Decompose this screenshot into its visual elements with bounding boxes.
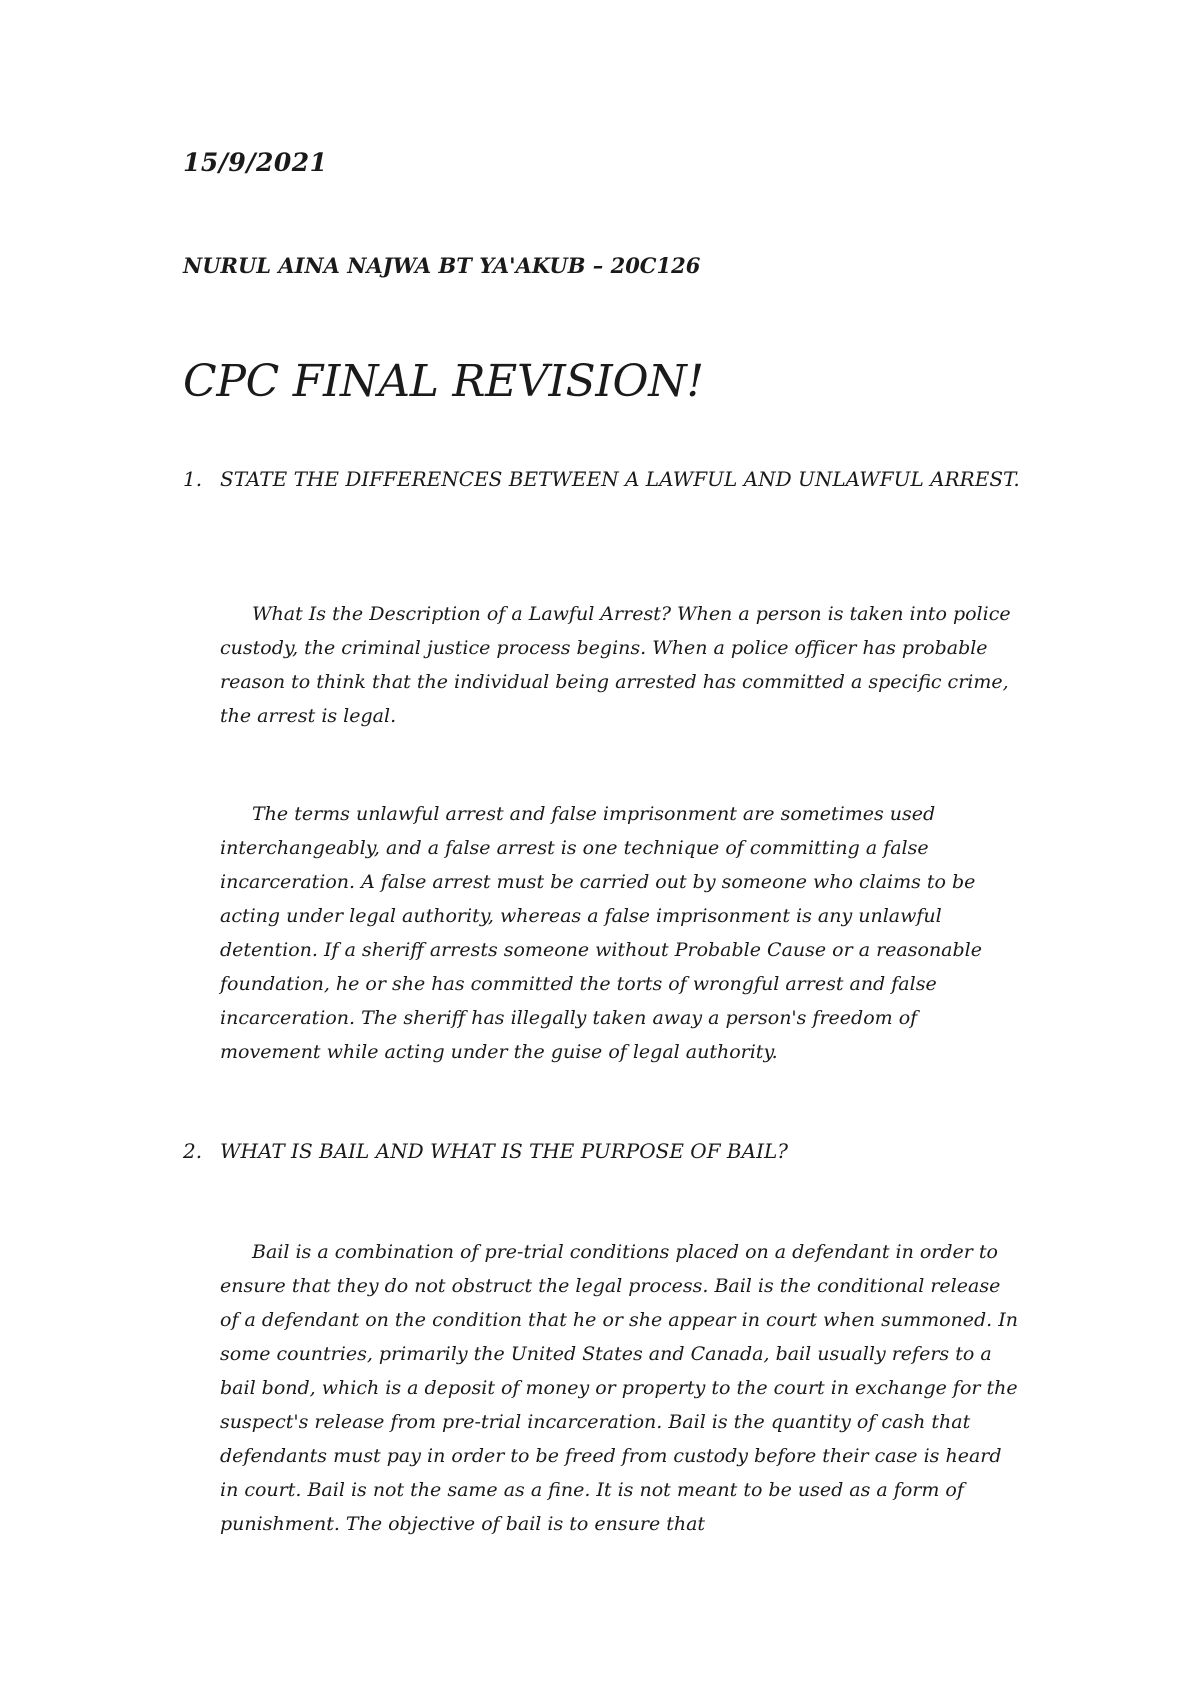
- question-number: 2.: [183, 1139, 203, 1163]
- question-number: 1.: [183, 467, 203, 491]
- author-line: NURUL AINA NAJWA BT YA'AKUB – 20C126: [183, 253, 701, 278]
- document-date: 15/9/2021: [183, 148, 328, 177]
- answer-paragraph: Bail is a combination of pre-trial conditions placed on a defendant in order to ensure that they do not obstruct the legal process. Bail is the conditional release of a defendant on the condition that he or she appear in court when summoned. In some countries, primarily the United States and Canada, bail usually refers to a bail bond, which is a deposit of money or property to the court in exchange for the suspect's release from pre-trial incarceration. Bail is the quantity of cash that defendants must pay in order to be freed from custody before their case is heard in court. Bail is not the same as a fine. It is not meant to be used as a form of punishment. The objective of bail is to ensure that: [220, 1241, 1018, 1535]
- question-1: [183, 462, 1023, 496]
- question-text: WHAT IS BAIL AND WHAT IS THE PURPOSE OF BAIL?: [220, 1139, 788, 1163]
- answer-paragraph: What Is the Description of a Lawful Arrest? When a person is taken into police custody, the criminal justice process begins. When a police officer has probable reason to think that the individual being arrested has committed a specific crime, the arrest is legal.: [220, 603, 1011, 727]
- document-title: CPC FINAL REVISION!: [183, 356, 704, 407]
- answer-paragraph: The terms unlawful arrest and false imprisonment are sometimes used interchangeably, and a false arrest is one technique of committing a false incarceration. A false arrest must be carried out by someone who claims to be acting under legal authority, whereas a false imprisonment is any unlawful detention. If a sheriff arrests someone without Probable Cause or a reasonable foundation, he or she has committed the torts of wrongful arrest and false incarceration. The sheriff has illegally taken away a person's freedom of movement while acting under the guise of legal authority.: [220, 803, 982, 1063]
- question-2: [183, 1134, 1023, 1168]
- question-text: STATE THE DIFFERENCES BETWEEN A LAWFUL AND UNLAWFUL ARREST.: [220, 467, 1020, 491]
